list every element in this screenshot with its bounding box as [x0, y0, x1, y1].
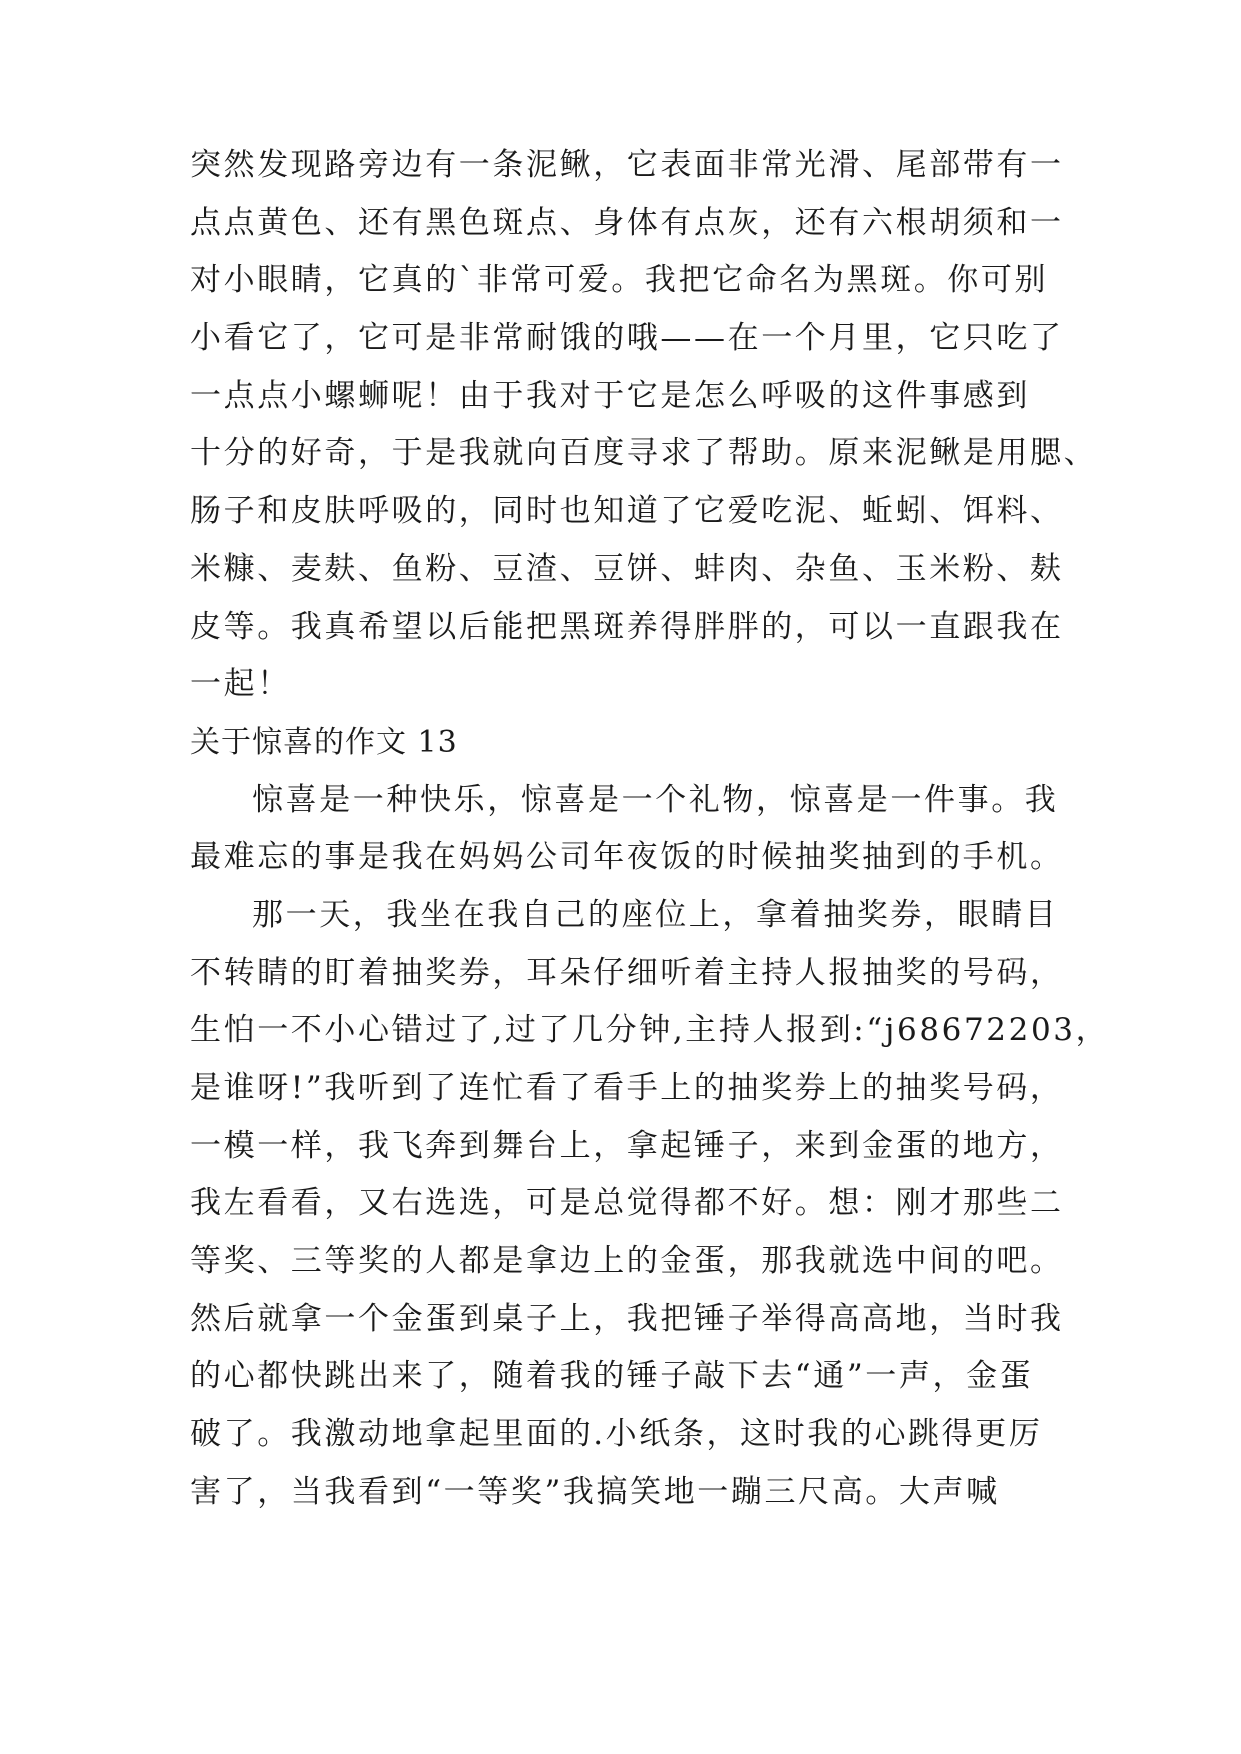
text-line: 是谁呀!”我听到了连忙看了看手上的抽奖券上的抽奖号码， [190, 1070, 1064, 1106]
text-line: 一点点小螺蛳呢！由于我对于它是怎么呼吸的这件事感到 [190, 377, 1030, 414]
text-line: 米糠、麦麸、鱼粉、豆渣、豆饼、蚌肉、杂鱼、玉米粉、麸 [190, 550, 1064, 587]
text-line: 点点黄色、还有黑色斑点、身体有点灰，还有六根胡须和一 [190, 204, 1064, 241]
paragraph-continued [190, 137, 1110, 1522]
text-line: 生怕一不小心错过了,过了几分钟,主持人报到:“j68672203， [190, 1012, 1110, 1049]
text-line: 等奖、三等奖的人都是拿边上的金蛋，那我就选中间的吧。 [190, 1243, 1064, 1280]
text-line: 对小眼睛，它真的`非常可爱。我把它命名为黑斑。你可别 [190, 262, 1049, 299]
text-line: 突然发现路旁边有一条泥鳅，它表面非常光滑、尾部带有一 [190, 147, 1064, 183]
text-line: 害了，当我看到“一等奖”我搞笑地一蹦三尺高。大声喊 [190, 1473, 1000, 1510]
text-line: 的心都快跳出来了，随着我的锤子敲下去“通”一声，金蛋 [190, 1358, 1034, 1395]
text-line: 不转睛的盯着抽奖券，耳朵仔细听着主持人报抽奖的号码， [190, 954, 1064, 991]
text-line: 十分的好奇，于是我就向百度寻求了帮助。原来泥鳅是用腮、 [190, 435, 1098, 472]
text-line: 我左看看，又右选选，可是总觉得都不好。想：刚才那些二 [190, 1185, 1064, 1222]
text-line: 然后就拿一个金蛋到桌子上，我把锤子举得高高地，当时我 [190, 1300, 1064, 1337]
text-line: 那一天，我坐在我自己的座位上，拿着抽奖券，眼睛目 [252, 896, 1059, 933]
text-line: 破了。我激动地拿起里面的.小纸条，这时我的心跳得更厉 [190, 1416, 1043, 1453]
text-line: 惊喜是一种快乐，惊喜是一个礼物，惊喜是一件事。我 [252, 781, 1059, 818]
text-line: 最难忘的事是我在妈妈公司年夜饭的时候抽奖抽到的手机。 [190, 839, 1064, 876]
text-line: 小看它了，它可是非常耐饿的哦——在一个月里，它只吃了 [190, 320, 1064, 357]
text-line: 一模一样，我飞奔到舞台上，拿起锤子，来到金蛋的地方， [190, 1127, 1064, 1164]
text-line: 一起！ [190, 666, 291, 703]
text-line: 皮等。我真希望以后能把黑斑养得胖胖的，可以一直跟我在 [190, 608, 1064, 645]
text-line: 肠子和皮肤呼吸的，同时也知道了它爱吃泥、蚯蚓、饵料、 [190, 493, 1064, 530]
section-heading: 关于惊喜的作文 13 [190, 724, 458, 760]
